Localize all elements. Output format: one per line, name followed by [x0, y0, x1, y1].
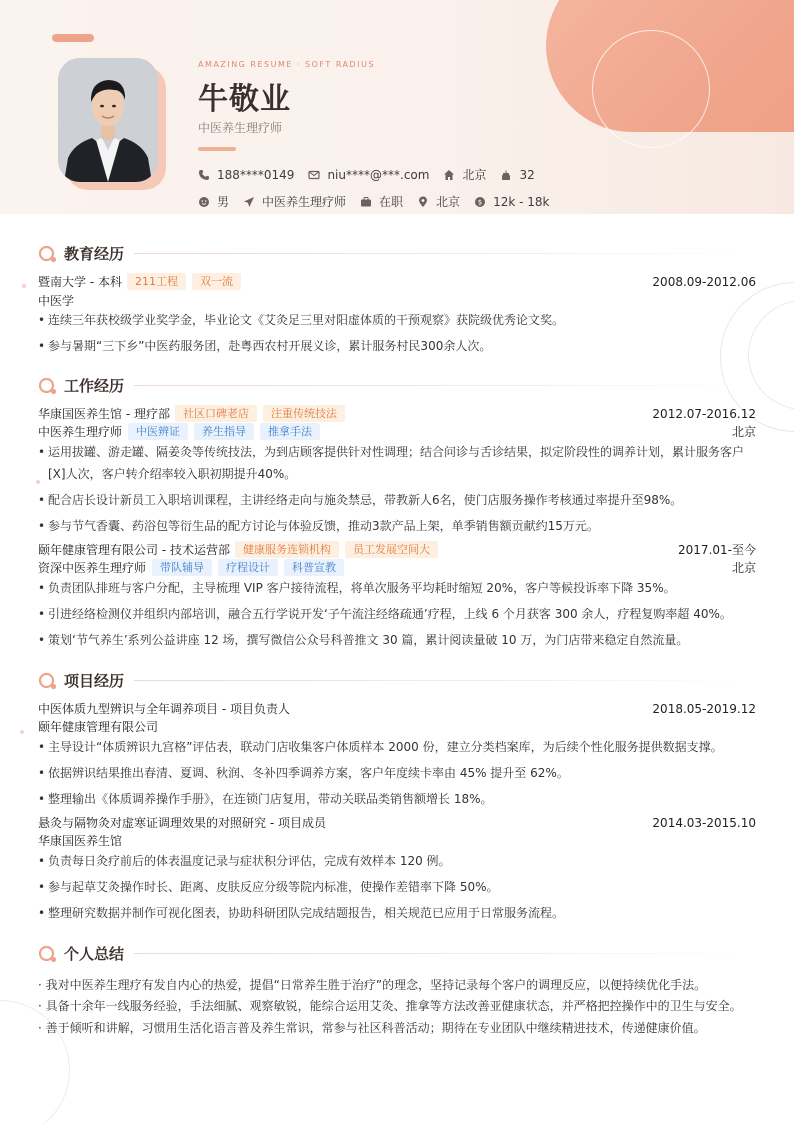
bullet-text: 负责每日灸疗前后的体表温度记录与症状积分评估，完成有效样本 120 例。 [48, 854, 451, 868]
location-icon [417, 196, 429, 208]
list-item: • 整理研究数据并制作可视化图表，协助科研团队完成结题报告，相关规范已应用于日常服务流程。 [38, 902, 756, 924]
email-text: niu****@***.com [327, 167, 430, 182]
education-date: 2008.09-2012.06 [652, 274, 756, 289]
company-name: 华康国医养生馆 - 理疗部 [38, 407, 170, 421]
list-item: • 依据辨识结果推出春清、夏调、秋润、冬补四季调养方案，客户年度续卡率由 45% 提升至 62%。 [38, 762, 756, 784]
project-org-line [38, 718, 756, 735]
section-divider [134, 253, 756, 254]
company-tag: 注重传统技法 [263, 405, 345, 422]
list-item: • 策划‘节气养生’系列公益讲座 12 场，撰写微信公众号科普推文 30 篇，累计阅读量破 10 万，为门店带来稳定自然流量。 [38, 629, 756, 651]
bullet-text: 参与起草艾灸操作时长、距离、皮肤反应分级等院内标准，使操作差错率下降 50%。 [48, 880, 499, 894]
job-intention-text: 中医养生理疗师 [262, 195, 347, 209]
salary-text: 12k - 18k [493, 194, 550, 209]
project-org: 颐年健康管理有限公司 [38, 720, 159, 734]
list-item: • 参与起草艾灸操作时长、距离、皮肤反应分级等院内标准，使操作差错率下降 50%。 [38, 876, 756, 898]
work-date: 2012.07-2016.12 [652, 406, 756, 421]
project-org-line [38, 832, 756, 849]
send-icon [243, 196, 255, 208]
summary-section-header [38, 943, 756, 964]
bullet-text: 引进经络检测仪并组织内部培训，融合五行学说开发‘子午流注经络疏通’疗程，上线 6 个月获客 300 余人，疗程复购率超 40%。 [48, 607, 732, 621]
personal-info-row [198, 193, 563, 210]
phone-text: 188****0149 [217, 167, 295, 182]
school-name: 暨南大学 - 本科 [38, 275, 122, 289]
skill-tag: 科普宣教 [284, 559, 344, 576]
phone-info [198, 168, 294, 182]
list-item: • 负责每日灸疗前后的体表温度记录与症状积分评估，完成有效样本 120 例。 [38, 850, 756, 872]
school-tag: 双一流 [192, 273, 241, 290]
school-tag: 211工程 [127, 273, 186, 290]
projects-title: 项目经历 [64, 672, 125, 690]
bullet-text: 参与节气香囊、药浴包等衍生品的配方讨论与体验反馈，推动3款产品上架，单季销售额贡献约15万元。 [48, 519, 599, 533]
list-item: • 整理输出《体质调养操作手册》，在连锁门店复用，带动关联品类销售额增长 18%。 [38, 788, 756, 810]
skill-tag: 疗程设计 [218, 559, 278, 576]
company-tag: 社区口碑老店 [175, 405, 257, 422]
gender-info [198, 193, 229, 210]
list-item: • 连续三年获校级学业奖学金，毕业论文《艾灸足三里对阳虚体质的干预观察》获院级优秀论文奖。 [38, 309, 756, 331]
list-item: • 参与暑期“三下乡”中医药服务团，赴粤西农村开展义诊，累计服务村民300余人次。 [38, 335, 756, 357]
bullet-text: 主导设计“体质辨识九宫格”评估表，联动门店收集客户体质样本 2000 份，建立分类档案库，为后续个性化服务提供数据支撑。 [48, 740, 723, 754]
location-info [417, 193, 460, 210]
resume-tagline: AMAZING RESUME · SOFT RADIUS [198, 60, 375, 69]
projects-section-header [38, 670, 756, 691]
bullet-text: 策划‘节气养生’系列公益讲座 12 场，撰写微信公众号科普推文 30 篇，累计阅读量破 10 万，为门店带来稳定自然流量。 [48, 633, 689, 647]
list-item: • 运用拔罐、游走罐、隔姜灸等传统技法，为到店顾客提供针对性调理；结合问诊与舌诊结果，拟定阶段性的调养计划，累计服务客户[X]人次，客户转介绍率较入职初期提升40%。 [38, 441, 756, 485]
bullet-text: 负责团队排班与客户分配，主导梳理 VIP 客户接待流程，将单次服务平均耗时缩短 20%，客户等候投诉率下降 35%。 [48, 581, 676, 595]
summary-title: 个人总结 [64, 945, 125, 963]
svg-text:$: $ [477, 198, 483, 206]
mail-icon [308, 169, 320, 181]
skill-tag: 带队辅导 [152, 559, 212, 576]
section-divider [134, 953, 756, 954]
bullet-text: 连续三年获校级学业奖学金，毕业论文《艾灸足三里对阳虚体质的干预观察》获院级优秀论文奖。 [48, 313, 565, 327]
person-portrait-icon [58, 58, 158, 182]
education-section-header [38, 243, 756, 264]
project-date: 2018.05-2019.12 [652, 701, 756, 716]
cake-icon [500, 169, 512, 181]
section-divider [134, 385, 756, 386]
work-entry-header [38, 405, 756, 422]
skill-tag: 推拿手法 [260, 423, 320, 440]
gender-icon [198, 196, 210, 208]
summary-line: · 具备十余年一线服务经验，手法细腻、观察敏锐，能综合运用艾灸、推拿等方法改善亚健康状态，并严格把控操作中的卫生与安全。 [38, 999, 742, 1013]
hometown-info [443, 166, 486, 183]
job-role: 资深中医养生理疗师 [38, 561, 147, 575]
gender-text: 男 [217, 195, 230, 209]
skill-tag: 中医辨证 [128, 423, 188, 440]
profile-photo [58, 58, 158, 182]
phone-icon [198, 169, 210, 181]
list-item: • 主导设计“体质辨识九宫格”评估表，联动门店收集客户体质样本 2000 份，建立分类档案库，为后续个性化服务提供数据支撑。 [38, 736, 756, 758]
accent-bar [52, 34, 94, 42]
decoration-ring [592, 30, 710, 148]
work-city: 北京 [731, 561, 756, 575]
project-org: 华康国医养生馆 [38, 834, 123, 848]
salary-info [474, 195, 549, 209]
title-underline [198, 147, 236, 151]
candidate-title: 中医养生理疗师 [198, 121, 283, 135]
bullet-text: 配合店长设计新员工入职培训课程，主讲经络走向与施灸禁忌，带教新人6名，使门店服务操作考核通过率提升至98%。 [48, 493, 683, 507]
work-role-line [38, 423, 756, 440]
bullet-text: 依据辨识结果推出春清、夏调、秋润、冬补四季调养方案，客户年度续卡率由 45% 提升至 62%。 [48, 766, 569, 780]
project-name: 悬灸与隔物灸对虚寒证调理效果的对照研究 - 项目成员 [38, 816, 326, 830]
work-date: 2017.01-至今 [678, 543, 756, 557]
list-item: • 负责团队排班与客户分配，主导梳理 VIP 客户接待流程，将单次服务平均耗时缩短 20%，客户等候投诉率下降 35%。 [38, 577, 756, 599]
section-magnifier-icon [38, 671, 58, 691]
list-item: • 参与节气香囊、药浴包等衍生品的配方讨论与体验反馈，推动3款产品上架，单季销售额贡献约15万元。 [38, 515, 756, 537]
email-info [308, 168, 429, 182]
decoration-dot [20, 730, 24, 734]
education-title: 教育经历 [64, 245, 125, 263]
section-magnifier-icon [38, 944, 58, 964]
work-role-line [38, 559, 756, 576]
list-item: • 引进经络检测仪并组织内部培训，融合五行学说开发‘子午流注经络疏通’疗程，上线 6 个月获客 300 余人，疗程复购率超 40%。 [38, 603, 756, 625]
company-name: 颐年健康管理有限公司 - 技术运营部 [38, 543, 230, 557]
skill-tag: 养生指导 [194, 423, 254, 440]
list-item: • 配合店长设计新员工入职培训课程，主讲经络走向与施灸禁忌，带教新人6名，使门店服务操作考核通过率提升至98%。 [38, 489, 756, 511]
location-text: 北京 [436, 195, 461, 209]
project-entry-header [38, 700, 756, 717]
age-text: 32 [519, 167, 535, 182]
work-entry-header [38, 541, 756, 558]
bullet-text: 整理研究数据并制作可视化图表，协助科研团队完成结题报告，相关规范已应用于日常服务流程。 [48, 906, 565, 920]
home-icon [443, 169, 455, 181]
bullet-text: 参与暑期“三下乡”中医药服务团，赴粤西农村开展义诊，累计服务村民300余人次。 [48, 339, 492, 353]
project-entry-header [38, 814, 756, 831]
money-icon [474, 196, 486, 208]
hometown-text: 北京 [462, 168, 487, 182]
work-city: 北京 [731, 425, 756, 439]
candidate-name: 牛敬业 [198, 82, 291, 117]
work-title: 工作经历 [64, 377, 125, 395]
company-tag: 员工发展空间大 [345, 541, 438, 558]
decoration-dot [22, 284, 26, 288]
bullet-text: 整理输出《体质调养操作手册》，在连锁门店复用，带动关联品类销售额增长 18%。 [48, 792, 493, 806]
status-info [360, 193, 403, 210]
section-magnifier-icon [38, 244, 58, 264]
project-name: 中医体质九型辨识与全年调养项目 - 项目负责人 [38, 702, 290, 716]
education-entry-header [38, 273, 756, 290]
education-major-line [38, 292, 756, 309]
bullet-text: 运用拔罐、游走罐、隔姜灸等传统技法，为到店顾客提供针对性调理；结合问诊与舌诊结果，拟定阶段性的调养计划，累计服务客户[X]人次，客户转介绍率较入职初期提升40%。 [48, 445, 745, 481]
section-magnifier-icon [38, 376, 58, 396]
project-date: 2014.03-2015.10 [652, 815, 756, 830]
company-tag: 健康服务连锁机构 [235, 541, 339, 558]
work-section-header [38, 375, 756, 396]
status-text: 在职 [379, 195, 404, 209]
section-divider [134, 680, 756, 681]
briefcase-icon [360, 196, 372, 208]
summary-line: · 善于倾听和讲解，习惯用生活化语言普及养生常识，常参与社区科普活动；期待在专业团队中继续精进技术，传递健康价值。 [38, 1021, 706, 1035]
avatar [58, 58, 158, 182]
major: 中医学 [38, 294, 75, 308]
contact-info-row [198, 166, 549, 183]
summary-line: · 我对中医养生理疗有发自内心的热爱，提倡“日常养生胜于治疗”的理念，坚持记录每个客户的调理反应，以便持续优化手法。 [38, 978, 707, 992]
job-role: 中医养生理疗师 [38, 425, 123, 439]
age-info [500, 168, 534, 182]
job-intention-info [243, 193, 346, 210]
